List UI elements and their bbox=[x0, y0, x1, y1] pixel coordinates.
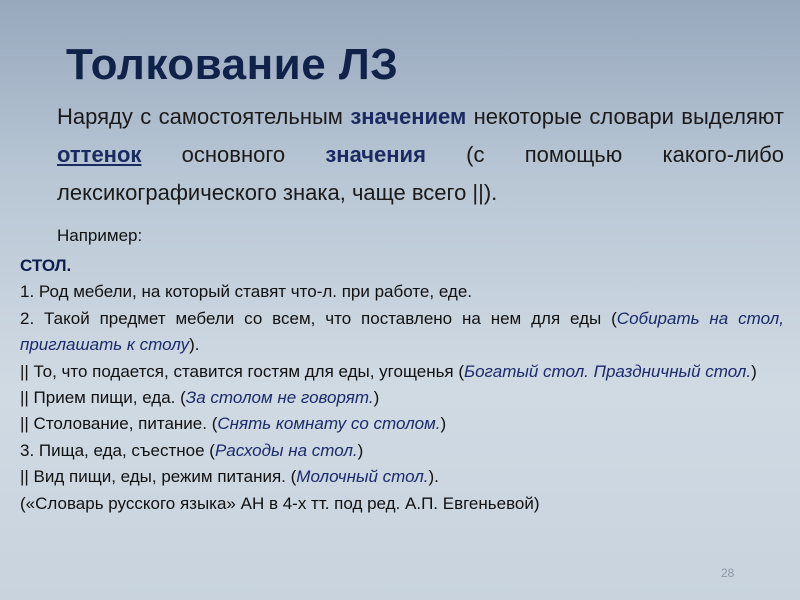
sense-tail: ) bbox=[751, 361, 757, 381]
sense-tail: ). bbox=[189, 335, 200, 355]
headword: СТОЛ. bbox=[20, 256, 72, 275]
intro-text-4: (с помощью какого-либо лексикографического знака, чаще всего ||). bbox=[57, 142, 784, 205]
source-citation bbox=[20, 491, 784, 517]
intro-text-2: некоторые словари выделяют bbox=[466, 104, 784, 129]
sense-text: 1. Род мебели, на который ставят что-л. при работе, еде. bbox=[20, 282, 473, 302]
sense-text: || То, что подается, ставится гостям для еды, угощенья ( bbox=[20, 361, 465, 381]
sense-line bbox=[20, 464, 784, 490]
sense-text: || Прием пищи, еда. ( bbox=[20, 388, 186, 408]
slide-title: Толкование ЛЗ bbox=[66, 40, 399, 89]
sense-tail: ) bbox=[357, 440, 364, 460]
example-label: Например: bbox=[57, 226, 143, 245]
sense-line bbox=[20, 279, 784, 305]
usage-example: Богатый стол. Праздничный стол. bbox=[464, 361, 752, 381]
usage-example: Расходы на стол. bbox=[214, 440, 358, 460]
sense-text: 2. Такой предмет мебели со всем, что поставлено на нем для еды ( bbox=[20, 308, 617, 328]
sense-tail: ) bbox=[373, 388, 380, 408]
sense-line bbox=[20, 306, 784, 359]
sense-text: || Вид пищи, еды, режим питания. ( bbox=[20, 467, 297, 487]
usage-example: Снять комнату со столом. bbox=[217, 414, 441, 434]
usage-example: Молочный стол. bbox=[296, 467, 429, 487]
sense-line bbox=[20, 438, 784, 464]
sense-text: 3. Пища, еда, съестное ( bbox=[20, 440, 215, 460]
dictionary-entry bbox=[20, 253, 784, 517]
slide-number: 28 bbox=[721, 566, 735, 580]
sense-line bbox=[20, 385, 784, 411]
sense-line bbox=[20, 411, 784, 437]
sense-tail: ) bbox=[440, 414, 447, 434]
sense-tail: ). bbox=[428, 467, 439, 487]
usage-example: За столом не говорят. bbox=[185, 388, 374, 408]
sense-text: || Столование, питание. ( bbox=[20, 414, 218, 434]
intro-term-ottenok: оттенок bbox=[57, 142, 142, 167]
intro-text-1: Наряду с самостоятельным bbox=[57, 104, 351, 129]
intro-term-znacheniem: значением bbox=[350, 104, 467, 129]
citation-text: («Словарь русского языка» АН в 4-х тт. под ред. А.П. Евгеньевой) bbox=[20, 493, 540, 513]
sense-line bbox=[20, 359, 784, 385]
intro-paragraph bbox=[57, 98, 784, 212]
intro-term-znacheniya: значения bbox=[325, 142, 426, 167]
intro-text-3: основного bbox=[141, 142, 326, 167]
usage-example: Собирать на стол, приглашать к столу bbox=[20, 308, 784, 355]
